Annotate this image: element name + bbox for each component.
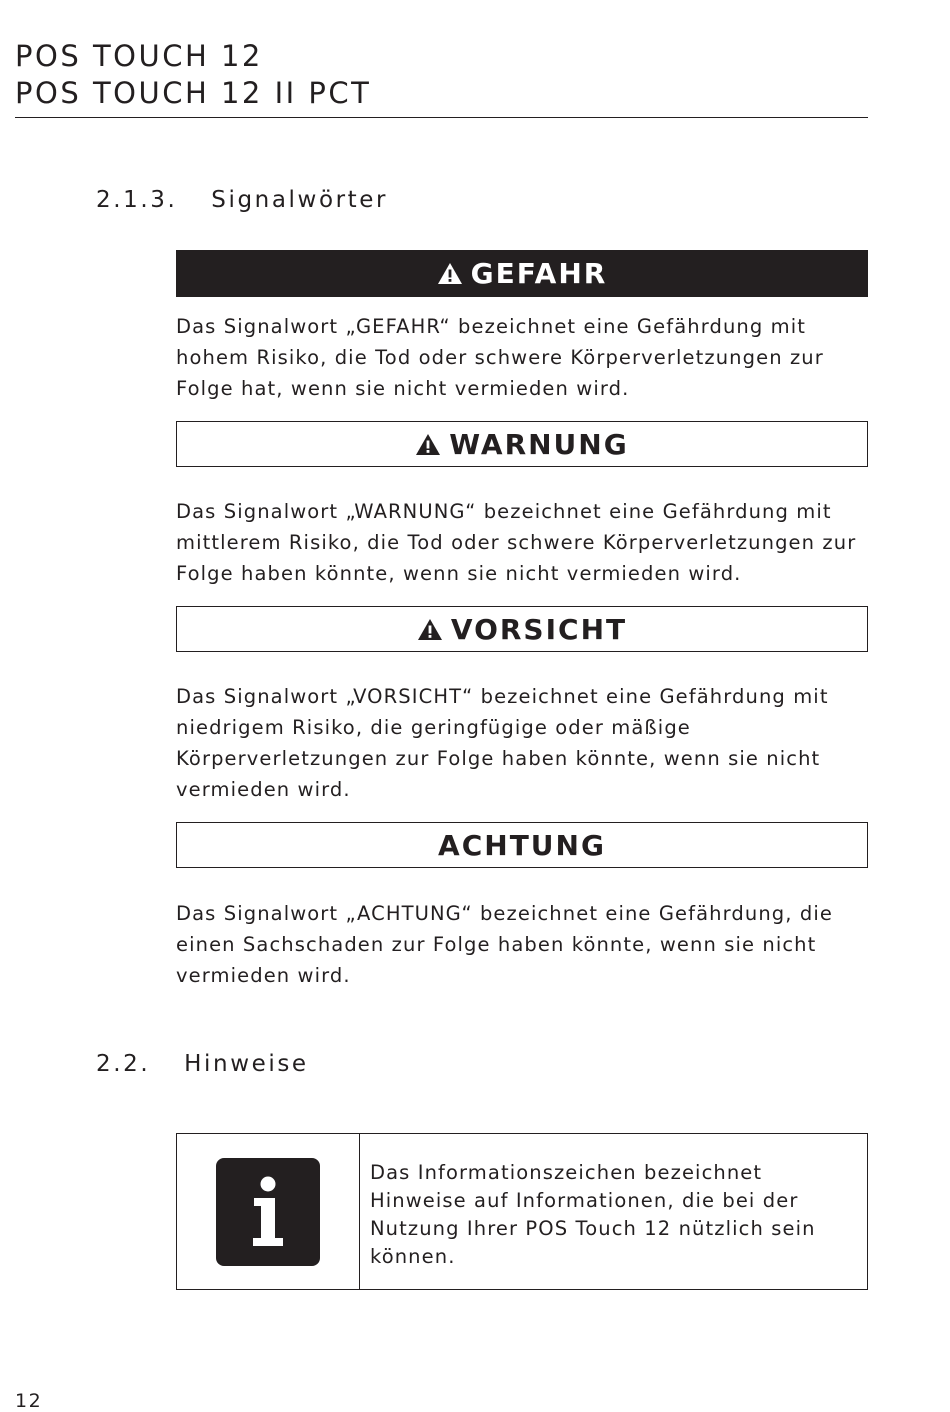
signal-banner-gefahr — [176, 250, 868, 297]
signal-banner-achtung — [176, 822, 868, 868]
information-icon — [216, 1158, 320, 1266]
section-title: Signalwörter — [211, 187, 389, 213]
warning-triangle-icon — [417, 618, 443, 641]
signal-description-gefahr: Das Signalwort „GEFAHR“ bezeichnet eine Gefährdung mit hohem Risiko, die Tod oder schwere Körperverletzungen zur Folge hat, wenn sie nicht vermieden wird. — [176, 315, 824, 400]
section-number: 2.2. — [96, 1051, 151, 1077]
signal-label: ACHTUNG — [438, 828, 606, 862]
section-heading-hinweise — [96, 1051, 309, 1077]
page-header — [15, 38, 868, 112]
page-number: 12 — [15, 1390, 43, 1412]
signal-banner-warnung — [176, 421, 868, 467]
signal-description-warnung: Das Signalwort „WARNUNG“ bezeichnet eine Gefährdung mit mittlerem Risiko, die Tod oder schwere Körperverletzungen zur Folge haben könnte, wenn sie nicht vermieden wird. — [176, 500, 857, 585]
signal-description-achtung: Das Signalwort „ACHTUNG“ bezeichnet eine Gefährdung, die einen Sachschaden zur Folge haben könnte, wenn sie nicht vermieden wird. — [176, 902, 833, 987]
signal-label: VORSICHT — [450, 612, 628, 646]
signal-description-vorsicht: Das Signalwort „VORSICHT“ bezeichnet eine Gefährdung mit niedrigem Risiko, die geringfügige oder mäßige Körperverletzungen zur Folge haben könnte, wenn sie nicht vermieden wird. — [176, 685, 829, 801]
info-icon-cell — [177, 1134, 360, 1289]
info-note-text: Das Informationszeichen bezeichnet Hinweise auf Informationen, die bei der Nutzung Ihrer POS Touch 12 nützlich sein können. — [370, 1161, 816, 1268]
signal-banner-vorsicht — [176, 606, 868, 652]
signal-label: GEFAHR — [470, 257, 608, 290]
header-product-line-1: POS TOUCH 12 — [15, 39, 263, 73]
warning-triangle-icon — [415, 433, 441, 456]
section-number: 2.1.3. — [96, 187, 178, 213]
section-heading-signalwoerter — [96, 187, 388, 213]
section-title: Hinweise — [184, 1051, 309, 1077]
info-note-table — [176, 1133, 868, 1290]
header-divider — [15, 117, 868, 118]
header-product-line-2: POS TOUCH 12 II PCT — [15, 76, 372, 110]
warning-triangle-icon — [437, 262, 463, 285]
signal-label: WARNUNG — [449, 427, 629, 461]
